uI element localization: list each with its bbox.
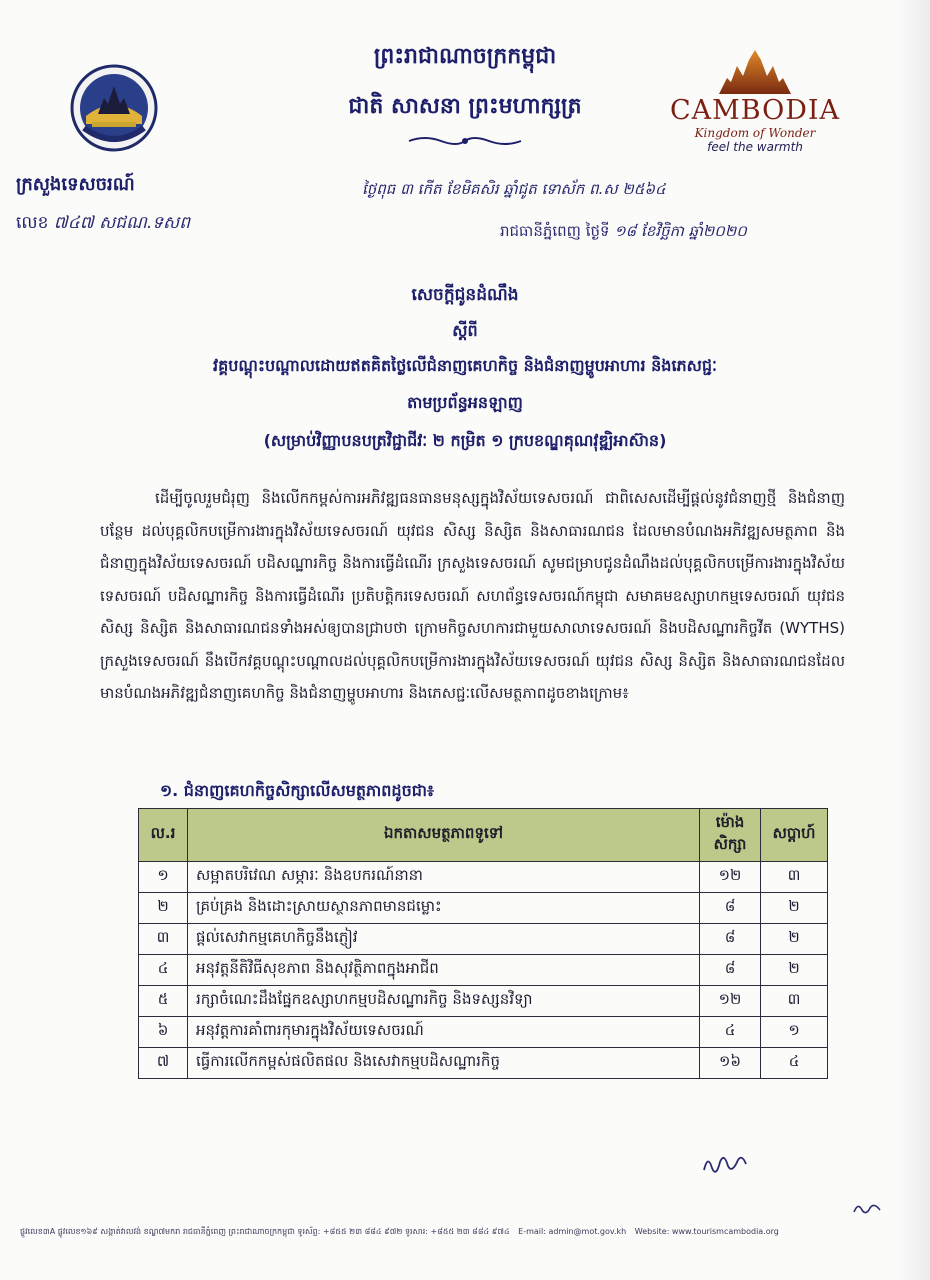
row-weeks: ៣ [761,862,828,893]
row-weeks: ២ [761,924,828,955]
row-no: ៤ [139,955,188,986]
row-no: ២ [139,893,188,924]
header-hours-line-1: ម៉ោង [715,813,745,831]
issuing-ministry: ក្រសួងទេសចរណ៍ [16,174,135,195]
row-hours: ៨ [700,893,761,924]
header-hours-line-2: សិក្សា [713,835,747,853]
row-skill: សម្អាតបរិវេណ សម្ភារៈ និងឧបករណ៍នានា [188,862,700,893]
row-hours: ១២ [700,986,761,1017]
row-no: ១ [139,862,188,893]
row-no: ៣ [139,924,188,955]
table-row [139,893,828,924]
row-skill: ផ្តល់សេវាកម្មគេហកិច្ចនឹងភ្ញៀវ [188,924,700,955]
header-weeks: សប្តាហ៍ [761,809,828,862]
brand-name: CAMBODIA [669,95,841,126]
notice-subject-line-1: វគ្គបណ្តុះបណ្តាលដោយឥតគិតថ្លៃលើជំនាញគេហកិច្ច និងជំនាញម្ហូបអាហារ និងភេសជ្ជៈ [213,356,717,375]
notice-title: សេចក្តីជូនដំណឹង [411,285,519,305]
row-no: ៥ [139,986,188,1017]
header-skill: ឯកតាសមត្ថភាពទូទៅ [188,809,700,862]
skills-table [138,808,828,1079]
row-skill: គ្រប់គ្រង និងដោះស្រាយស្ថានភាពមានជម្លោះ [188,893,700,924]
table-row [139,1017,828,1048]
reference-line [16,212,190,237]
table-header-row [139,809,828,862]
national-motto: ជាតិ សាសនា ព្រះមហាក្សត្រ [348,94,582,119]
table-row [139,1048,828,1079]
row-skill: អនុវត្តការគាំពារកុមារក្នុងវិស័យទេសចរណ៍ [188,1017,700,1048]
section-heading: ១. ជំនាញគេហកិច្ចសិក្សាលើសមត្ថភាពដូចជា៖ [160,781,434,800]
header-flourish-icon [405,134,525,148]
footer-address: ផ្លូវលេខ៣A ផ្លូវលេខ១៦៩ សង្កាត់វាលវង់ ខណ្ឌ៧មករា រាជធានីភ្នំពេញ ព្រះរាជាណាចក្រកម្ពុជា ទូរស័ព្ទ: +៨៥៥ ២៣ ៨៨៤ ៩៧២ ទូរសារ: +៨៥៥ ២៣ ៨៨៤ ៩៧៤ [20,1227,510,1236]
row-weeks: ២ [761,893,828,924]
lunar-date: ថ្ងៃពុធ ៣ កើត ខែមិគសិរ ឆ្នាំជូត ទោស័ក ព.ស ២៥៦៤ [362,180,666,198]
row-weeks: ៤ [761,1048,828,1079]
cambodia-brand-logo [655,48,855,163]
row-weeks: ១ [761,1017,828,1048]
page-edge-shadow [894,0,930,1280]
place-date-label: រាជធានីភ្នំពេញ ថ្ងៃទី [500,222,610,240]
notice-about: ស្តីពី [452,321,478,340]
row-hours: ៨ [700,955,761,986]
header-hours [700,809,761,862]
row-weeks: ២ [761,955,828,986]
notice-subject-line-3: (សម្រាប់វិញ្ញាបនបត្រវិជ្ជាជីវៈ ២ កម្រិត ១ ក្របខណ្ឌគុណវុឌ្ឍិអាស៊ាន) [263,431,667,450]
row-hours: ១៦ [700,1048,761,1079]
table-row [139,955,828,986]
table-row [139,986,828,1017]
row-skill: ធ្វើការលើកកម្ពស់ផលិតផល និងសេវាកម្មបដិសណ្ឋារកិច្ច [188,1048,700,1079]
row-skill: រក្សាចំណេះដឹងផ្នែកឧស្សាហកម្មបដិសណ្ឋារកិច្ច និងទស្សនវិទ្យា [188,986,700,1017]
row-hours: ៨ [700,924,761,955]
footer-contact [20,1226,880,1238]
row-no: ៦ [139,1017,188,1048]
brand-tagline-1: Kingdom of Wonder [694,126,816,140]
header-no: ល.រ [139,809,188,862]
footer-email: E-mail: admin@mot.gov.kh [518,1227,627,1236]
footer-website: Website: www.tourismcambodia.org [634,1227,779,1236]
row-weeks: ៣ [761,986,828,1017]
row-hours: ១២ [700,862,761,893]
solar-date-line [500,222,747,244]
signature-icon [700,1148,750,1178]
brand-tagline-2: feel the warmth [707,140,803,154]
body-paragraph: ដើម្បីចូលរួមជំរុញ និងលើកកម្ពស់ការអភិវឌ្ឍធនធានមនុស្សក្នុងវិស័យទេសចរណ៍ ជាពិសេសដើម្បីផ្តល់នូវជំនាញថ្មី និងជំនាញបន្ថែម ដល់បុគ្គលិកបម្រើការងារក្នុងវិស័យទេសចរណ៍ យុវជន សិស្ស និស្សិត និងសាធារណជន ដែលមានបំណងអភិវឌ្ឍសមត្ថភាព និងជំនាញក្នុងវិស័យទេសចរណ៍ បដិសណ្ឋារកិច្ច និងការធ្វើដំណើរ ក្រសួងទេសចរណ៍ សូមជម្រាបជូនដំណឹងដល់បុគ្គលិកបម្រើការងារក្នុងវិស័យទេសចរណ៍ បដិសណ្ឋារកិច្ច និងការធ្វើដំណើរ ប្រតិបត្តិករទេសចរណ៍ សហព័ន្ធទេសចរណ៍កម្ពុជា សមាគមឧស្សាហកម្មទេសចរណ៍ យុវជន សិស្ស និស្សិត និងសាធារណជនទាំងអស់ឲ្យបានជ្រាបថា ក្រោមកិច្ចសហការជាមួយសាលាទេសចរណ៍ និងបដិសណ្ឋារកិច្ចវីត (WYTHS) ក្រសួងទេសចរណ៍ នឹងបើកវគ្គបណ្តុះបណ្តាលដល់បុគ្គលិកបម្រើការងារក្នុងវិស័យទេសចរណ៍ យុវជន សិស្ស និស្សិត និងសាធារណជនដែលមានបំណងអភិវឌ្ឍជំនាញគេហកិច្ច និងជំនាញម្ហូបអាហារ និងភេសជ្ជៈលើសមត្ថភាពដូចខាងក្រោម៖ [100,489,845,702]
notice-subject-line-2: តាមប្រព័ន្ធអនឡាញ [407,393,523,412]
row-hours: ៤ [700,1017,761,1048]
table-row [139,924,828,955]
row-skill: អនុវត្តនីតិវិធីសុខភាព និងសុវត្ថិភាពក្នុងអាជីព [188,955,700,986]
solar-date: ១៨ ខែវិច្ឆិកា ឆ្នាំ២០២០ [614,222,747,240]
initial-mark-icon [852,1200,882,1218]
reference-label: លេខ [16,213,49,233]
row-no: ៧ [139,1048,188,1079]
reference-number: ៧៤៧ សជណ.ទសព [53,213,191,233]
kingdom-title: ព្រះរាជាណាចក្រកម្ពុជា [373,44,557,69]
table-row [139,862,828,893]
angkor-temple-icon [715,48,795,96]
